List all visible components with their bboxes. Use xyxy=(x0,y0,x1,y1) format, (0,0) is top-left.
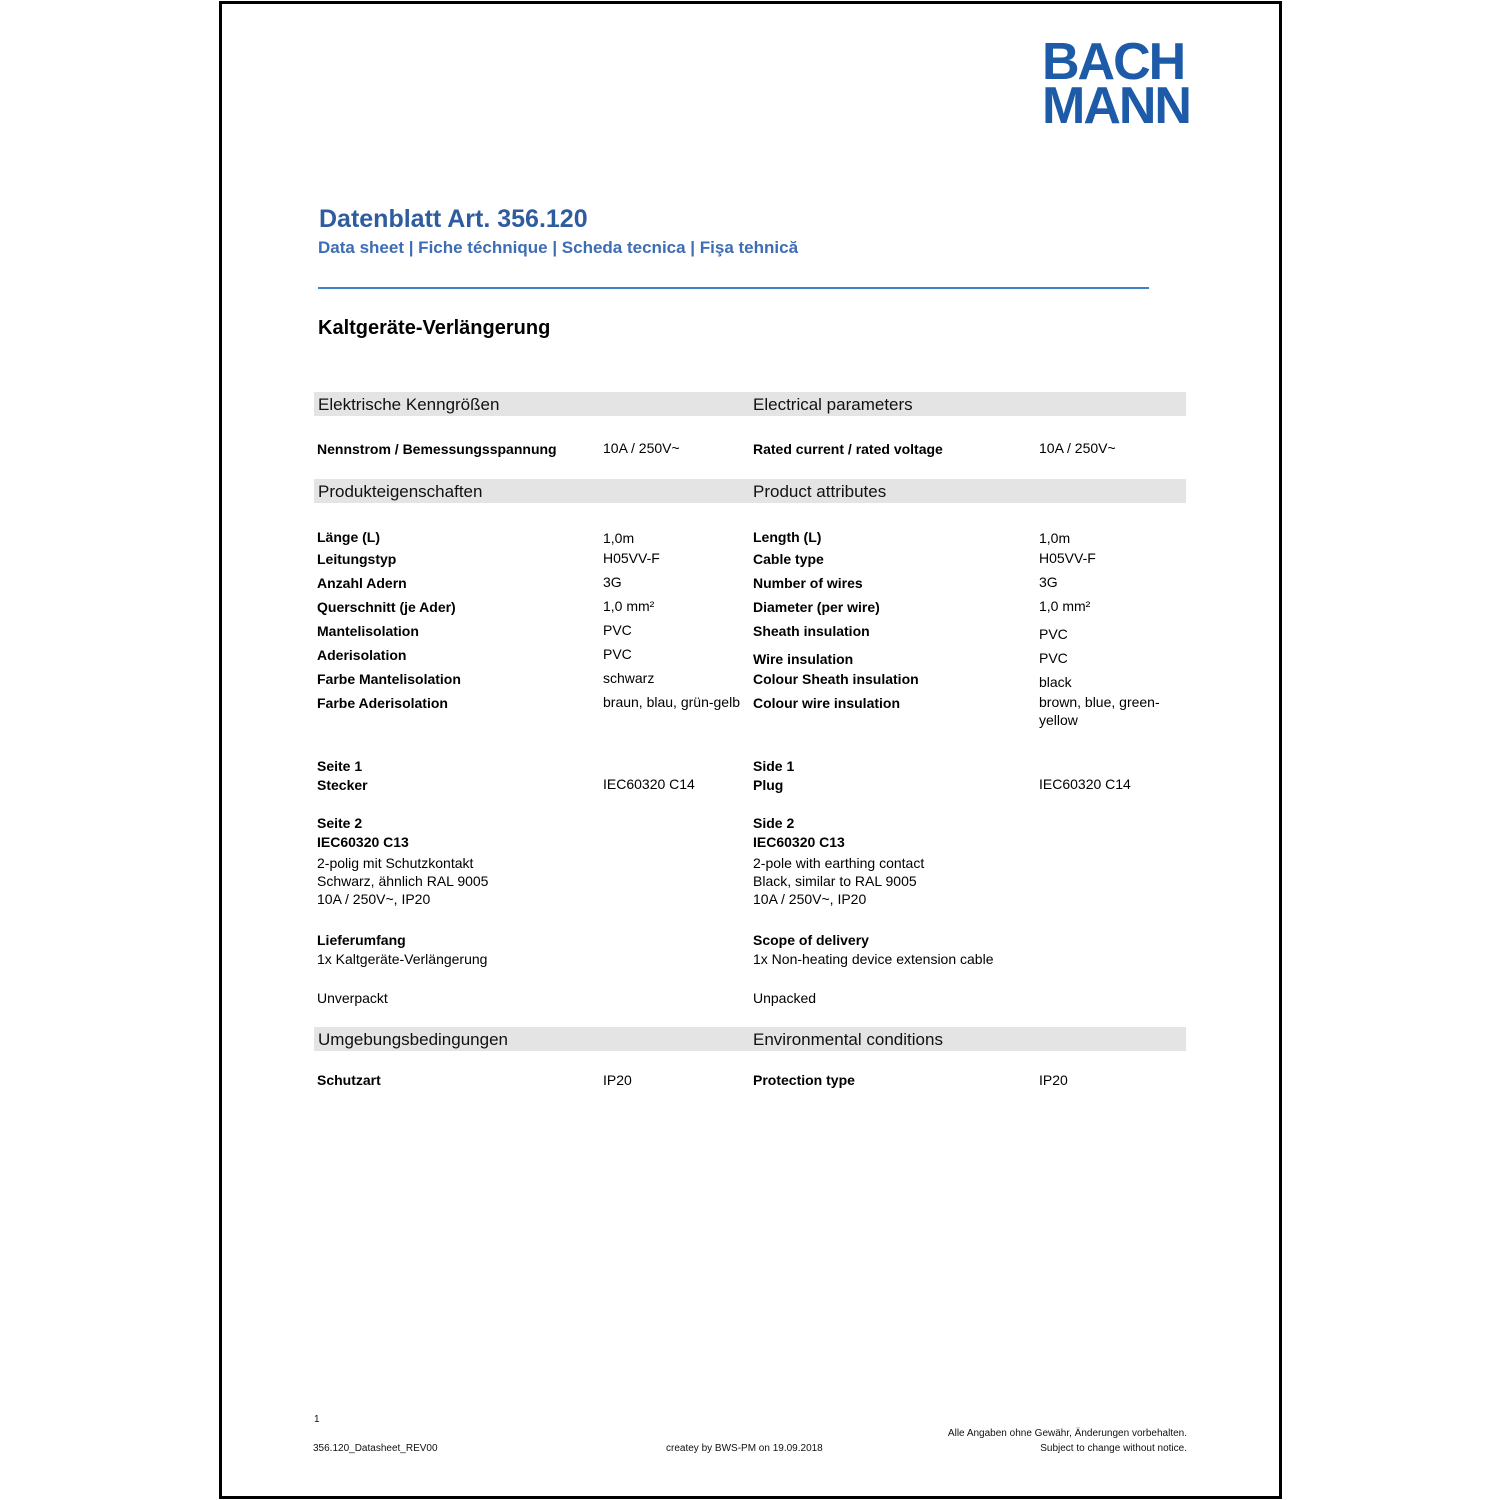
side2-line-en: Black, similar to RAL 9005 xyxy=(753,873,917,889)
attr-label-de: Leitungstyp xyxy=(317,551,397,567)
attr-value-de: PVC xyxy=(603,622,632,638)
attr-value-de: H05VV-F xyxy=(603,550,660,566)
delivery-heading-de: Lieferumfang xyxy=(317,932,406,948)
attr-label-en: Cable type xyxy=(753,551,824,567)
side2-sub-en: IEC60320 C13 xyxy=(753,834,845,850)
attr-label-en: Length (L) xyxy=(753,529,822,545)
footer-disclaimer-de: Alle Angaben ohne Gewähr, Änderungen vorbehalten. xyxy=(947,1428,1187,1439)
product-name: Kaltgeräte-Verlängerung xyxy=(318,317,551,339)
rated-current-label-en: Rated current / rated voltage xyxy=(753,441,943,457)
attr-label-de: Anzahl Adern xyxy=(317,575,407,591)
attr-value-en: PVC xyxy=(1039,650,1068,666)
protection-label-en: Protection type xyxy=(753,1072,855,1088)
section-heading-attributes-en: Product attributes xyxy=(753,482,887,501)
side2-line-en: 2-pole with earthing contact xyxy=(753,855,925,871)
delivery-pack-de: Unverpackt xyxy=(317,990,388,1006)
page-title: Datenblatt Art. 356.120 xyxy=(319,205,588,233)
footer-disclaimer-en: Subject to change without notice. xyxy=(1040,1443,1187,1454)
attr-value-en: brown, blue, green- xyxy=(1039,694,1160,710)
side2-line-de: 2-polig mit Schutzkontakt xyxy=(317,855,474,871)
logo-line-1: BACH xyxy=(1042,33,1185,91)
side2-line-de: Schwarz, ähnlich RAL 9005 xyxy=(317,873,489,889)
attr-label-de: Mantelisolation xyxy=(317,623,419,639)
attr-value-de: 1,0m xyxy=(603,530,635,546)
attr-value-de: 3G xyxy=(603,574,622,590)
attr-value-en: 1,0m xyxy=(1039,530,1071,546)
protection-label-de: Schutzart xyxy=(317,1072,381,1088)
attr-value-en-wrap: yellow xyxy=(1039,712,1078,728)
side2-sub-de: IEC60320 C13 xyxy=(317,834,409,850)
footer-created: createy by BWS-PM on 19.09.2018 xyxy=(666,1443,823,1454)
attr-label-en: Number of wires xyxy=(753,575,863,591)
protection-value-de: IP20 xyxy=(603,1072,632,1088)
attr-label-de: Farbe Aderisolation xyxy=(317,695,448,711)
attr-label-en: Diameter (per wire) xyxy=(753,599,880,615)
rated-current-value-en: 10A / 250V~ xyxy=(1039,440,1116,456)
logo-line-2: MANN xyxy=(1042,77,1190,135)
bachmann-logo xyxy=(1042,33,1190,135)
attr-value-en: 1,0 mm² xyxy=(1039,598,1091,614)
attr-label-en: Sheath insulation xyxy=(753,623,870,639)
side2-line-de: 10A / 250V~, IP20 xyxy=(317,891,431,907)
rated-current-value-de: 10A / 250V~ xyxy=(603,440,680,456)
attr-label-de: Länge (L) xyxy=(317,529,380,545)
section-heading-electrical-en: Electrical parameters xyxy=(753,395,913,414)
section-heading-electrical-de: Elektrische Kenngrößen xyxy=(318,395,500,414)
side1-label-en: Plug xyxy=(753,777,784,793)
side1-value-en: IEC60320 C14 xyxy=(1039,776,1131,792)
attr-value-en: 3G xyxy=(1039,574,1058,590)
attr-label-en: Colour wire insulation xyxy=(753,695,901,711)
page-number: 1 xyxy=(314,1414,320,1425)
attr-value-de: schwarz xyxy=(603,670,655,686)
side2-line-en: 10A / 250V~, IP20 xyxy=(753,891,867,907)
section-heading-attributes-de: Produkteigenschaften xyxy=(318,482,483,501)
attr-label-de: Querschnitt (je Ader) xyxy=(317,599,456,615)
delivery-item-de: 1x Kaltgeräte-Verlängerung xyxy=(317,951,488,967)
header-divider xyxy=(318,287,1149,289)
page-subtitle: Data sheet | Fiche téchnique | Scheda tecnica | Fişa tehnică xyxy=(318,238,799,257)
side2-heading-de: Seite 2 xyxy=(317,815,363,831)
attr-label-de: Aderisolation xyxy=(317,647,407,663)
footer-doc-id: 356.120_Datasheet_REV00 xyxy=(313,1443,438,1454)
side1-heading-de: Seite 1 xyxy=(317,758,363,774)
section-heading-environment-en: Environmental conditions xyxy=(753,1030,943,1049)
rated-current-label-de: Nennstrom / Bemessungsspannung xyxy=(317,441,557,457)
delivery-item-en: 1x Non-heating device extension cable xyxy=(753,951,994,967)
side1-label-de: Stecker xyxy=(317,777,368,793)
attr-value-en: PVC xyxy=(1039,626,1068,642)
side1-heading-en: Side 1 xyxy=(753,758,795,774)
attr-value-en: H05VV-F xyxy=(1039,550,1096,566)
protection-value-en: IP20 xyxy=(1039,1072,1068,1088)
delivery-pack-en: Unpacked xyxy=(753,990,817,1006)
attr-label-en: Wire insulation xyxy=(753,651,854,667)
attr-label-en: Colour Sheath insulation xyxy=(753,671,919,687)
attr-value-de: PVC xyxy=(603,646,632,662)
attr-value-en: black xyxy=(1039,674,1072,690)
attr-value-de: braun, blau, grün-gelb xyxy=(603,694,740,710)
section-heading-environment-de: Umgebungsbedingungen xyxy=(318,1030,508,1049)
side2-heading-en: Side 2 xyxy=(753,815,795,831)
attr-label-de: Farbe Mantelisolation xyxy=(317,671,461,687)
attr-value-de: 1,0 mm² xyxy=(603,598,655,614)
delivery-heading-en: Scope of delivery xyxy=(753,932,869,948)
side1-value-de: IEC60320 C14 xyxy=(603,776,695,792)
